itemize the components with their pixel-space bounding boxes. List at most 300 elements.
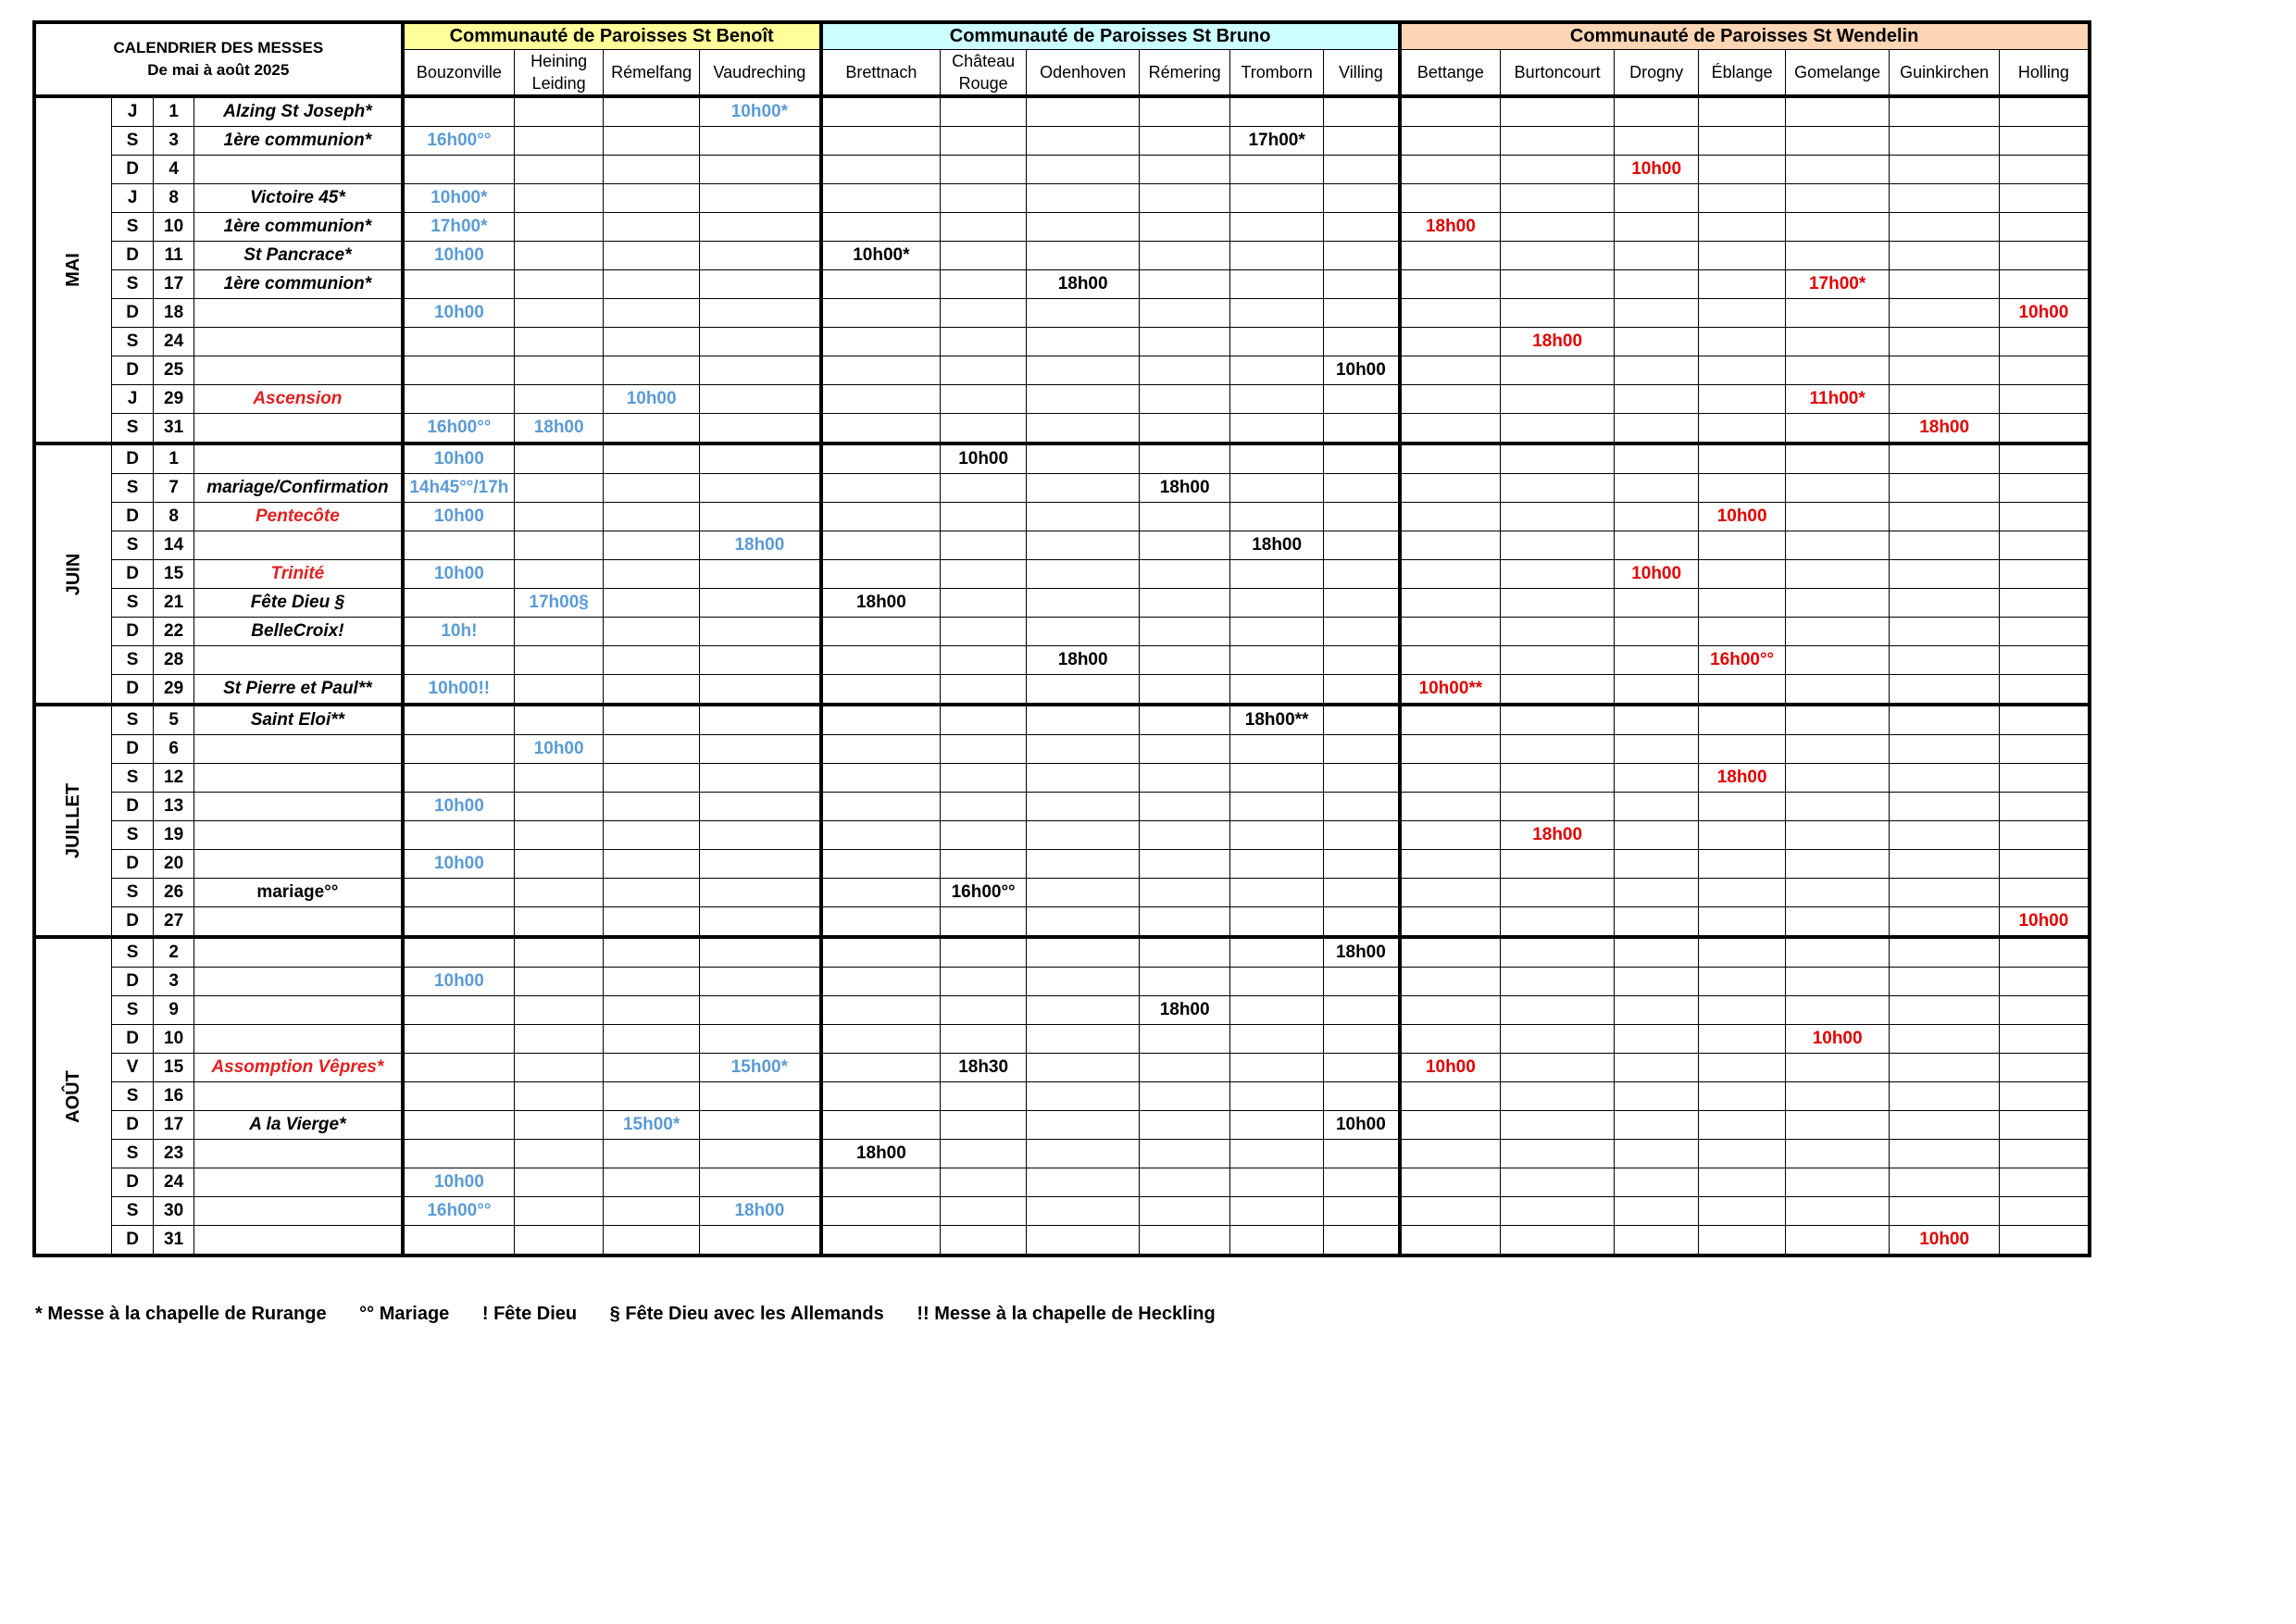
mass-time-cell bbox=[1324, 531, 1400, 560]
mass-time-cell bbox=[515, 1140, 604, 1168]
mass-time-cell bbox=[1699, 184, 1786, 213]
mass-time-cell bbox=[1230, 968, 1324, 996]
mass-time-cell bbox=[1324, 793, 1400, 821]
mass-time-cell bbox=[604, 270, 700, 299]
table-row bbox=[34, 328, 2090, 356]
mass-time-cell bbox=[821, 1025, 941, 1054]
mass-time-cell bbox=[1230, 850, 1324, 879]
event-name: Assomption Vêpres* bbox=[194, 1054, 403, 1082]
mass-time-cell bbox=[1324, 560, 1400, 589]
mass-time-cell bbox=[1027, 1197, 1140, 1226]
mass-time-cell bbox=[604, 705, 700, 735]
event-name bbox=[194, 850, 403, 879]
mass-time-cell: 10h00* bbox=[821, 242, 941, 270]
mass-time-cell bbox=[941, 328, 1027, 356]
event-name: 1ère communion* bbox=[194, 270, 403, 299]
mass-time-cell bbox=[1699, 907, 1786, 938]
mass-time-cell bbox=[700, 184, 821, 213]
mass-time-cell bbox=[941, 705, 1027, 735]
mass-time-cell bbox=[1786, 1054, 1890, 1082]
mass-time-cell bbox=[700, 1140, 821, 1168]
mass-time-cell bbox=[1615, 968, 1699, 996]
mass-time-cell bbox=[2000, 356, 2090, 385]
mass-time-cell bbox=[604, 968, 700, 996]
mass-time-cell bbox=[821, 184, 941, 213]
mass-time-cell bbox=[1699, 414, 1786, 444]
mass-time-cell bbox=[1027, 127, 1140, 156]
table-row bbox=[34, 242, 2090, 270]
day-number: 18 bbox=[154, 299, 194, 328]
mass-time-cell bbox=[2000, 821, 2090, 850]
mass-time-cell bbox=[1890, 1197, 2000, 1226]
day-number: 3 bbox=[154, 968, 194, 996]
mass-time-cell bbox=[1615, 1168, 1699, 1197]
mass-time-cell: 18h00 bbox=[1027, 270, 1140, 299]
mass-time-cell bbox=[1140, 821, 1230, 850]
weekday-letter: D bbox=[112, 1168, 154, 1197]
weekday-letter: D bbox=[112, 675, 154, 706]
mass-time-cell bbox=[1027, 299, 1140, 328]
month-name: MAI bbox=[63, 253, 84, 287]
mass-time-cell bbox=[2000, 705, 2090, 735]
mass-time-cell bbox=[604, 242, 700, 270]
mass-time-cell bbox=[1890, 937, 2000, 968]
mass-time-cell: 18h00 bbox=[1501, 821, 1615, 850]
mass-time-cell bbox=[700, 1111, 821, 1140]
mass-time-cell bbox=[1501, 850, 1615, 879]
mass-time-cell bbox=[1027, 96, 1140, 127]
mass-time-cell bbox=[403, 356, 515, 385]
mass-time-cell bbox=[1501, 242, 1615, 270]
mass-time-cell bbox=[1615, 675, 1699, 706]
mass-time-cell bbox=[1890, 879, 2000, 907]
day-number: 3 bbox=[154, 127, 194, 156]
mass-time-cell bbox=[515, 1168, 604, 1197]
table-row bbox=[34, 675, 2090, 706]
table-row bbox=[34, 474, 2090, 503]
mass-time-cell bbox=[1324, 705, 1400, 735]
mass-time-cell bbox=[941, 937, 1027, 968]
table-row bbox=[34, 1111, 2090, 1140]
weekday-letter: S bbox=[112, 1197, 154, 1226]
mass-time-cell bbox=[2000, 96, 2090, 127]
table-row bbox=[34, 705, 2090, 735]
mass-time-cell bbox=[1140, 184, 1230, 213]
mass-time-cell bbox=[2000, 213, 2090, 242]
mass-time-cell bbox=[821, 968, 941, 996]
mass-time-cell bbox=[515, 1025, 604, 1054]
weekday-letter: S bbox=[112, 270, 154, 299]
mass-time-cell bbox=[941, 127, 1027, 156]
event-name bbox=[194, 907, 403, 938]
mass-time-cell bbox=[604, 356, 700, 385]
mass-time-cell bbox=[1400, 968, 1501, 996]
mass-time-cell bbox=[1501, 793, 1615, 821]
mass-time-cell bbox=[604, 299, 700, 328]
mass-time-cell bbox=[1615, 764, 1699, 793]
mass-time-cell bbox=[1140, 589, 1230, 618]
weekday-letter: D bbox=[112, 156, 154, 184]
group-st-wendelin: Communauté de Paroisses St Wendelin bbox=[1400, 22, 2090, 50]
mass-time-cell bbox=[1786, 793, 1890, 821]
mass-time-cell bbox=[403, 1111, 515, 1140]
mass-time-cell bbox=[1027, 1054, 1140, 1082]
table-row bbox=[34, 1226, 2090, 1256]
mass-time-cell bbox=[1140, 414, 1230, 444]
mass-time-cell bbox=[941, 503, 1027, 531]
mass-time-cell bbox=[1699, 735, 1786, 764]
mass-time-cell bbox=[2000, 385, 2090, 414]
mass-time-cell bbox=[1501, 618, 1615, 646]
day-number: 26 bbox=[154, 879, 194, 907]
day-number: 24 bbox=[154, 328, 194, 356]
mass-time-cell bbox=[1400, 996, 1501, 1025]
weekday-letter: D bbox=[112, 968, 154, 996]
mass-time-cell bbox=[1230, 1054, 1324, 1082]
weekday-letter: D bbox=[112, 443, 154, 474]
mass-time-cell: 15h00* bbox=[700, 1054, 821, 1082]
legend-item: °° Mariage bbox=[359, 1304, 450, 1324]
mass-time-cell bbox=[604, 821, 700, 850]
table-row bbox=[34, 793, 2090, 821]
mass-time-cell bbox=[1400, 385, 1501, 414]
mass-time-cell bbox=[1230, 821, 1324, 850]
mass-time-cell bbox=[2000, 879, 2090, 907]
mass-time-cell bbox=[1324, 414, 1400, 444]
mass-time-cell: 11h00* bbox=[1786, 385, 1890, 414]
mass-time-cell bbox=[1400, 503, 1501, 531]
event-name bbox=[194, 646, 403, 675]
mass-time-cell bbox=[2000, 968, 2090, 996]
month-label bbox=[34, 443, 112, 705]
day-number: 30 bbox=[154, 1197, 194, 1226]
mass-time-cell bbox=[1615, 184, 1699, 213]
mass-time-cell bbox=[1699, 1226, 1786, 1256]
mass-time-cell bbox=[403, 821, 515, 850]
mass-time-cell bbox=[515, 1082, 604, 1111]
table-row bbox=[34, 299, 2090, 328]
weekday-letter: D bbox=[112, 850, 154, 879]
mass-time-cell bbox=[1786, 996, 1890, 1025]
table-row bbox=[34, 1140, 2090, 1168]
mass-time-cell bbox=[821, 1226, 941, 1256]
mass-time-cell bbox=[1501, 705, 1615, 735]
mass-time-cell bbox=[700, 968, 821, 996]
mass-time-cell bbox=[1615, 127, 1699, 156]
day-number: 31 bbox=[154, 414, 194, 444]
mass-time-cell: 18h00 bbox=[1501, 328, 1615, 356]
mass-time-cell bbox=[1501, 1054, 1615, 1082]
mass-time-cell bbox=[604, 1082, 700, 1111]
mass-time-cell bbox=[515, 764, 604, 793]
mass-time-cell bbox=[1501, 735, 1615, 764]
mass-time-cell bbox=[1890, 968, 2000, 996]
mass-time-cell bbox=[2000, 618, 2090, 646]
table-row bbox=[34, 850, 2090, 879]
day-number: 20 bbox=[154, 850, 194, 879]
mass-time-cell bbox=[1140, 1054, 1230, 1082]
weekday-letter: S bbox=[112, 589, 154, 618]
mass-time-cell bbox=[1786, 937, 1890, 968]
mass-time-cell bbox=[1400, 414, 1501, 444]
weekday-letter: V bbox=[112, 1054, 154, 1082]
mass-time-cell bbox=[1140, 531, 1230, 560]
mass-time-cell bbox=[821, 127, 941, 156]
mass-time-cell bbox=[1501, 1226, 1615, 1256]
mass-time-cell bbox=[604, 443, 700, 474]
mass-time-cell bbox=[2000, 1111, 2090, 1140]
day-number: 10 bbox=[154, 1025, 194, 1054]
mass-time-cell bbox=[1699, 996, 1786, 1025]
mass-time-cell: 17h00§ bbox=[515, 589, 604, 618]
mass-time-cell bbox=[1501, 996, 1615, 1025]
mass-time-cell bbox=[604, 907, 700, 938]
event-name bbox=[194, 1025, 403, 1054]
mass-time-cell bbox=[1501, 646, 1615, 675]
day-number: 16 bbox=[154, 1082, 194, 1111]
mass-time-cell bbox=[1230, 1168, 1324, 1197]
mass-time-cell bbox=[821, 213, 941, 242]
mass-time-cell bbox=[1890, 1082, 2000, 1111]
mass-time-cell bbox=[1699, 589, 1786, 618]
day-number: 28 bbox=[154, 646, 194, 675]
mass-time-cell bbox=[2000, 560, 2090, 589]
table-row bbox=[34, 127, 2090, 156]
mass-time-cell bbox=[1400, 1226, 1501, 1256]
event-name bbox=[194, 299, 403, 328]
mass-time-cell bbox=[821, 821, 941, 850]
weekday-letter: S bbox=[112, 213, 154, 242]
mass-time-cell bbox=[403, 764, 515, 793]
mass-time-cell bbox=[1027, 213, 1140, 242]
mass-time-cell bbox=[1786, 443, 1890, 474]
mass-time-cell bbox=[1786, 299, 1890, 328]
mass-time-cell bbox=[515, 879, 604, 907]
mass-time-cell bbox=[1324, 821, 1400, 850]
mass-time-cell bbox=[1699, 356, 1786, 385]
mass-time-cell bbox=[700, 1025, 821, 1054]
day-number: 25 bbox=[154, 356, 194, 385]
mass-time-cell bbox=[1699, 793, 1786, 821]
mass-time-cell bbox=[515, 1226, 604, 1256]
mass-time-cell bbox=[1140, 127, 1230, 156]
mass-time-cell: 10h00 bbox=[1615, 156, 1699, 184]
mass-time-cell bbox=[604, 850, 700, 879]
mass-time-cell bbox=[515, 156, 604, 184]
mass-time-cell bbox=[1027, 1168, 1140, 1197]
month-name: AOÛT bbox=[63, 1069, 84, 1123]
mass-time-cell bbox=[1140, 560, 1230, 589]
day-number: 17 bbox=[154, 1111, 194, 1140]
mass-time-cell bbox=[403, 531, 515, 560]
mass-time-cell bbox=[1027, 937, 1140, 968]
mass-time-cell bbox=[2000, 414, 2090, 444]
mass-time-cell bbox=[700, 996, 821, 1025]
table-row bbox=[34, 184, 2090, 213]
mass-time-cell: 18h00 bbox=[1890, 414, 2000, 444]
event-name: A la Vierge* bbox=[194, 1111, 403, 1140]
mass-time-cell bbox=[1400, 764, 1501, 793]
mass-time-cell bbox=[1400, 735, 1501, 764]
mass-time-cell bbox=[604, 646, 700, 675]
mass-time-cell: 18h00 bbox=[1140, 474, 1230, 503]
mass-time-cell bbox=[700, 299, 821, 328]
mass-time-cell bbox=[1890, 1140, 2000, 1168]
mass-time-cell bbox=[2000, 793, 2090, 821]
mass-time-cell bbox=[1699, 474, 1786, 503]
mass-time-cell bbox=[700, 1082, 821, 1111]
weekday-letter: D bbox=[112, 242, 154, 270]
mass-time-cell bbox=[821, 1111, 941, 1140]
church-header: Guinkirchen bbox=[1890, 50, 2000, 97]
mass-time-cell bbox=[1400, 879, 1501, 907]
mass-time-cell bbox=[1230, 270, 1324, 299]
mass-time-cell bbox=[1501, 443, 1615, 474]
mass-time-cell bbox=[821, 414, 941, 444]
weekday-letter: D bbox=[112, 560, 154, 589]
mass-time-cell bbox=[941, 184, 1027, 213]
weekday-letter: D bbox=[112, 503, 154, 531]
mass-time-cell bbox=[1501, 879, 1615, 907]
day-number: 21 bbox=[154, 589, 194, 618]
mass-time-cell bbox=[941, 414, 1027, 444]
mass-time-cell bbox=[1890, 242, 2000, 270]
event-name bbox=[194, 764, 403, 793]
mass-time-cell bbox=[1400, 270, 1501, 299]
mass-time-cell: 18h00 bbox=[700, 1197, 821, 1226]
mass-time-cell bbox=[1230, 675, 1324, 706]
table-row bbox=[34, 1025, 2090, 1054]
mass-time-cell bbox=[403, 705, 515, 735]
mass-time-cell bbox=[403, 589, 515, 618]
mass-time-cell bbox=[1501, 907, 1615, 938]
mass-time-cell bbox=[1230, 764, 1324, 793]
mass-time-cell bbox=[821, 474, 941, 503]
mass-time-cell bbox=[1786, 1168, 1890, 1197]
event-name: BelleCroix! bbox=[194, 618, 403, 646]
mass-time-cell bbox=[1615, 1197, 1699, 1226]
mass-time-cell bbox=[604, 414, 700, 444]
mass-time-cell bbox=[1615, 96, 1699, 127]
mass-time-cell bbox=[1324, 1082, 1400, 1111]
mass-time-cell bbox=[821, 618, 941, 646]
mass-time-cell bbox=[941, 1082, 1027, 1111]
mass-time-cell bbox=[1027, 907, 1140, 938]
mass-time-cell bbox=[821, 443, 941, 474]
mass-time-cell bbox=[700, 213, 821, 242]
month-name: JUIN bbox=[63, 553, 84, 595]
mass-time-cell bbox=[1699, 299, 1786, 328]
mass-time-cell bbox=[700, 328, 821, 356]
mass-time-cell bbox=[1699, 675, 1786, 706]
church-header: Odenhoven bbox=[1027, 50, 1140, 97]
mass-time-cell bbox=[403, 646, 515, 675]
event-name bbox=[194, 937, 403, 968]
mass-time-cell bbox=[1400, 646, 1501, 675]
mass-time-cell bbox=[403, 328, 515, 356]
mass-time-cell bbox=[1324, 213, 1400, 242]
mass-time-cell: 16h00°° bbox=[941, 879, 1027, 907]
mass-time-cell bbox=[1140, 213, 1230, 242]
mass-time-cell bbox=[941, 1111, 1027, 1140]
mass-time-cell bbox=[1400, 299, 1501, 328]
church-header: Tromborn bbox=[1230, 50, 1324, 97]
mass-time-cell bbox=[1140, 879, 1230, 907]
mass-time-cell bbox=[1786, 1082, 1890, 1111]
mass-time-cell bbox=[1324, 96, 1400, 127]
event-name: St Pierre et Paul** bbox=[194, 675, 403, 706]
mass-time-cell: 10h00 bbox=[941, 443, 1027, 474]
mass-time-cell bbox=[1230, 907, 1324, 938]
mass-time-cell bbox=[1027, 156, 1140, 184]
table-row bbox=[34, 646, 2090, 675]
mass-time-cell bbox=[2000, 1197, 2090, 1226]
calendar-body bbox=[34, 22, 2090, 1255]
mass-time-cell bbox=[1890, 96, 2000, 127]
mass-time-cell bbox=[403, 156, 515, 184]
mass-time-cell bbox=[515, 242, 604, 270]
mass-time-cell bbox=[604, 879, 700, 907]
day-number: 9 bbox=[154, 996, 194, 1025]
mass-time-cell bbox=[1501, 385, 1615, 414]
mass-time-cell bbox=[1324, 675, 1400, 706]
mass-time-cell bbox=[1027, 821, 1140, 850]
mass-time-cell bbox=[1230, 414, 1324, 444]
mass-time-cell bbox=[2000, 503, 2090, 531]
mass-time-cell bbox=[1027, 618, 1140, 646]
mass-time-cell bbox=[604, 328, 700, 356]
mass-time-cell bbox=[1890, 356, 2000, 385]
mass-time-cell bbox=[1786, 821, 1890, 850]
mass-time-cell bbox=[821, 328, 941, 356]
mass-time-cell bbox=[941, 907, 1027, 938]
mass-time-cell bbox=[2000, 1082, 2090, 1111]
mass-time-cell bbox=[700, 907, 821, 938]
mass-time-cell bbox=[403, 937, 515, 968]
mass-time-cell bbox=[1027, 793, 1140, 821]
table-row bbox=[34, 1082, 2090, 1111]
day-number: 29 bbox=[154, 385, 194, 414]
mass-time-cell bbox=[1615, 1111, 1699, 1140]
mass-time-cell bbox=[1324, 879, 1400, 907]
mass-time-cell: 10h00 bbox=[1786, 1025, 1890, 1054]
mass-time-cell bbox=[1324, 1025, 1400, 1054]
mass-time-cell bbox=[1890, 531, 2000, 560]
mass-time-cell bbox=[604, 127, 700, 156]
mass-time-cell bbox=[1324, 156, 1400, 184]
day-number: 22 bbox=[154, 618, 194, 646]
mass-time-cell: 10h00 bbox=[2000, 907, 2090, 938]
mass-time-cell bbox=[1615, 1140, 1699, 1168]
mass-time-cell bbox=[1615, 850, 1699, 879]
mass-time-cell bbox=[1890, 735, 2000, 764]
mass-time-cell bbox=[700, 675, 821, 706]
table-row bbox=[34, 764, 2090, 793]
mass-time-cell bbox=[821, 735, 941, 764]
table-row bbox=[34, 414, 2090, 444]
mass-time-cell bbox=[1615, 821, 1699, 850]
mass-time-cell: 10h00 bbox=[403, 968, 515, 996]
mass-time-cell bbox=[1140, 675, 1230, 706]
mass-time-cell bbox=[1501, 589, 1615, 618]
mass-time-cell bbox=[1400, 1168, 1501, 1197]
mass-time-cell bbox=[1786, 1226, 1890, 1256]
mass-time-cell bbox=[1027, 705, 1140, 735]
mass-time-cell bbox=[2000, 1025, 2090, 1054]
mass-time-cell bbox=[1400, 821, 1501, 850]
mass-time-cell bbox=[1615, 937, 1699, 968]
mass-time-cell bbox=[403, 879, 515, 907]
